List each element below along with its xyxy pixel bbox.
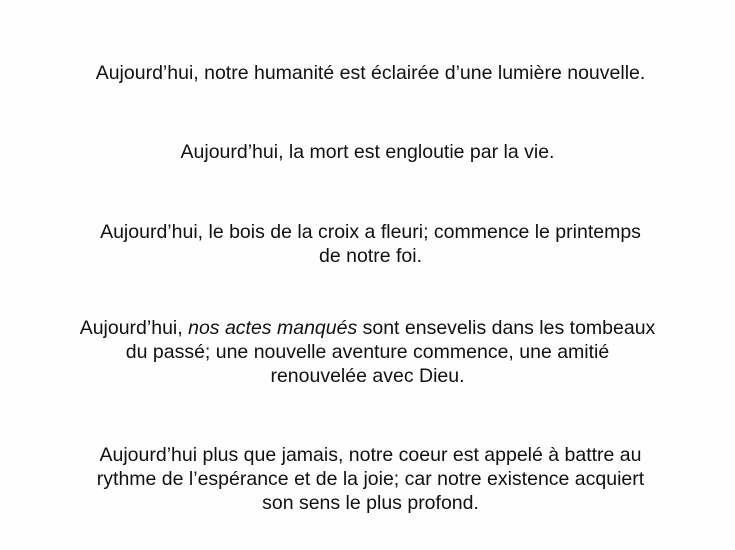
text-line: rythme de l’espérance et de la joie; car notre existence acquiert <box>96 468 645 490</box>
text-line: de notre foi. <box>319 245 422 267</box>
paragraph-death <box>0 140 735 164</box>
text-line: du passé; une nouvelle aventure commence, une amitié <box>125 341 610 363</box>
paragraph-failures <box>0 316 735 388</box>
text-segment: sont ensevelis dans les tombeaux <box>357 317 656 339</box>
text-line-mixed <box>0 316 735 340</box>
paragraph-hope <box>3 443 735 515</box>
text-line: renouvelée avec Dieu. <box>270 365 465 387</box>
paragraph-humanity <box>3 61 735 85</box>
text-line: Aujourd’hui, notre humanité est éclairée d’une lumière nouvelle. <box>95 62 646 84</box>
text-line: Aujourd’hui plus que jamais, notre coeur est appelé à battre au <box>99 444 642 466</box>
italic-phrase: nos actes manqués <box>188 317 358 339</box>
text-line: son sens le plus profond. <box>262 492 479 514</box>
paragraph-cross <box>3 220 735 268</box>
text-segment: Aujourd’hui, <box>79 317 189 339</box>
text-line: Aujourd’hui, la mort est engloutie par la vie. <box>180 141 555 163</box>
text-line: Aujourd’hui, le bois de la croix a fleuri; commence le printemps <box>100 221 641 243</box>
